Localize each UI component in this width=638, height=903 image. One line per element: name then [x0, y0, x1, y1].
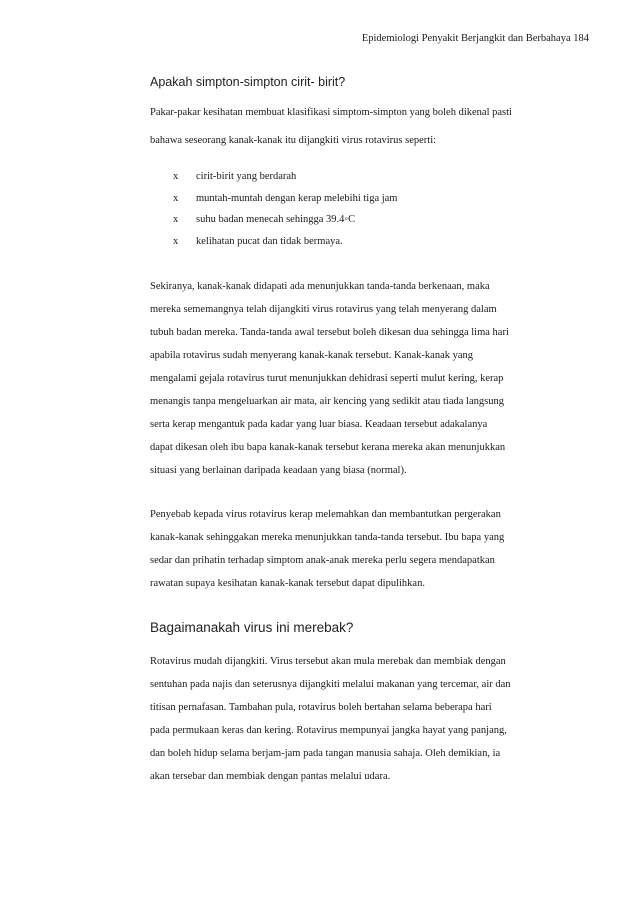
section-heading-symptoms: Apakah simpton-simpton cirit- birit? — [150, 75, 346, 89]
paragraph-line: akan tersebar dan membiak dengan pantas melalui udara. — [150, 771, 391, 782]
paragraph-line: situasi yang berlainan daripada keadaan yang biasa (normal). — [150, 465, 407, 476]
paragraph-line: sedar dan prihatin terhadap simptom anak-anak mereka perlu segera mendapatkan — [150, 555, 495, 566]
paragraph-line: mereka sememangnya telah dijangkiti virus rotavirus yang telah menyerang dalam — [150, 304, 497, 315]
paragraph-line: tubuh badan mereka. Tanda-tanda awal tersebut boleh dikesan dua sehingga lima hari — [150, 327, 509, 338]
paragraph-line: serta kerap mengantuk pada kadar yang luar biasa. Keadaan tersebut adakalanya — [150, 419, 488, 430]
list-item-text: muntah-muntah dengan kerap melebihi tiga jam — [196, 193, 398, 204]
paragraph-line: mengalami gejala rotavirus turut menunjukkan dehidrasi seperti mulut kering, kerap — [150, 373, 504, 384]
paragraph-line: Rotavirus mudah dijangkiti. Virus tersebut akan mula merebak dan membiak dengan — [150, 656, 506, 667]
bullet-mark: x — [173, 193, 179, 204]
bullet-mark: x — [173, 171, 179, 182]
paragraph-line: sentuhan pada najis dan seterusnya dijangkiti melalui makanan yang tercemar, air dan — [150, 679, 511, 690]
bullet-mark: x — [173, 236, 179, 247]
list-item-text: cirit-birit yang berdarah — [196, 171, 297, 182]
paragraph-line: titisan pernafasan. Tambahan pula, rotavirus boleh bertahan selama beberapa hari — [150, 702, 492, 713]
paragraph-line: Penyebab kepada virus rotavirus kerap melemahkan dan membantutkan pergerakan — [150, 509, 501, 520]
list-item-text: suhu badan menecah sehingga 39.4◦C — [196, 214, 356, 225]
paragraph-line: Sekiranya, kanak-kanak didapati ada menunjukkan tanda-tanda berkenaan, maka — [150, 281, 490, 292]
paragraph-line: bahawa seseorang kanak-kanak itu dijangkiti virus rotavirus seperti: — [150, 135, 437, 146]
paragraph-line: menangis tanpa mengeluarkan air mata, air kencing yang sedikit atau tiada langsung — [150, 396, 504, 407]
bullet-mark: x — [173, 214, 179, 225]
paragraph-line: Pakar-pakar kesihatan membuat klasifikasi simptom-simpton yang boleh dikenal pasti — [150, 107, 512, 118]
paragraph-line: dan boleh hidup selama berjam-jam pada tangan manusia sahaja. Oleh demikian, ia — [150, 748, 501, 759]
paragraph-line: rawatan supaya kesihatan kanak-kanak tersebut dapat dipulihkan. — [150, 578, 425, 589]
paragraph-line: kanak-kanak sehinggakan mereka menunjukkan tanda-tanda tersebut. Ibu bapa yang — [150, 532, 505, 543]
paragraph-line: dapat dikesan oleh ibu bapa kanak-kanak tersebut kerana mereka akan menunjukkan — [150, 442, 506, 453]
running-header: Epidemiologi Penyakit Berjangkit dan Berbahaya 184 — [361, 33, 589, 44]
list-item-text: kelihatan pucat dan tidak bermaya. — [196, 236, 343, 247]
section-heading-spread: Bagaimanakah virus ini merebak? — [150, 620, 354, 635]
paragraph-line: apabila rotavirus sudah menyerang kanak-kanak tersebut. Kanak-kanak yang — [150, 350, 474, 361]
paragraph-line: pada permukaan keras dan kering. Rotavirus mempunyai jangka hayat yang panjang, — [150, 725, 507, 736]
